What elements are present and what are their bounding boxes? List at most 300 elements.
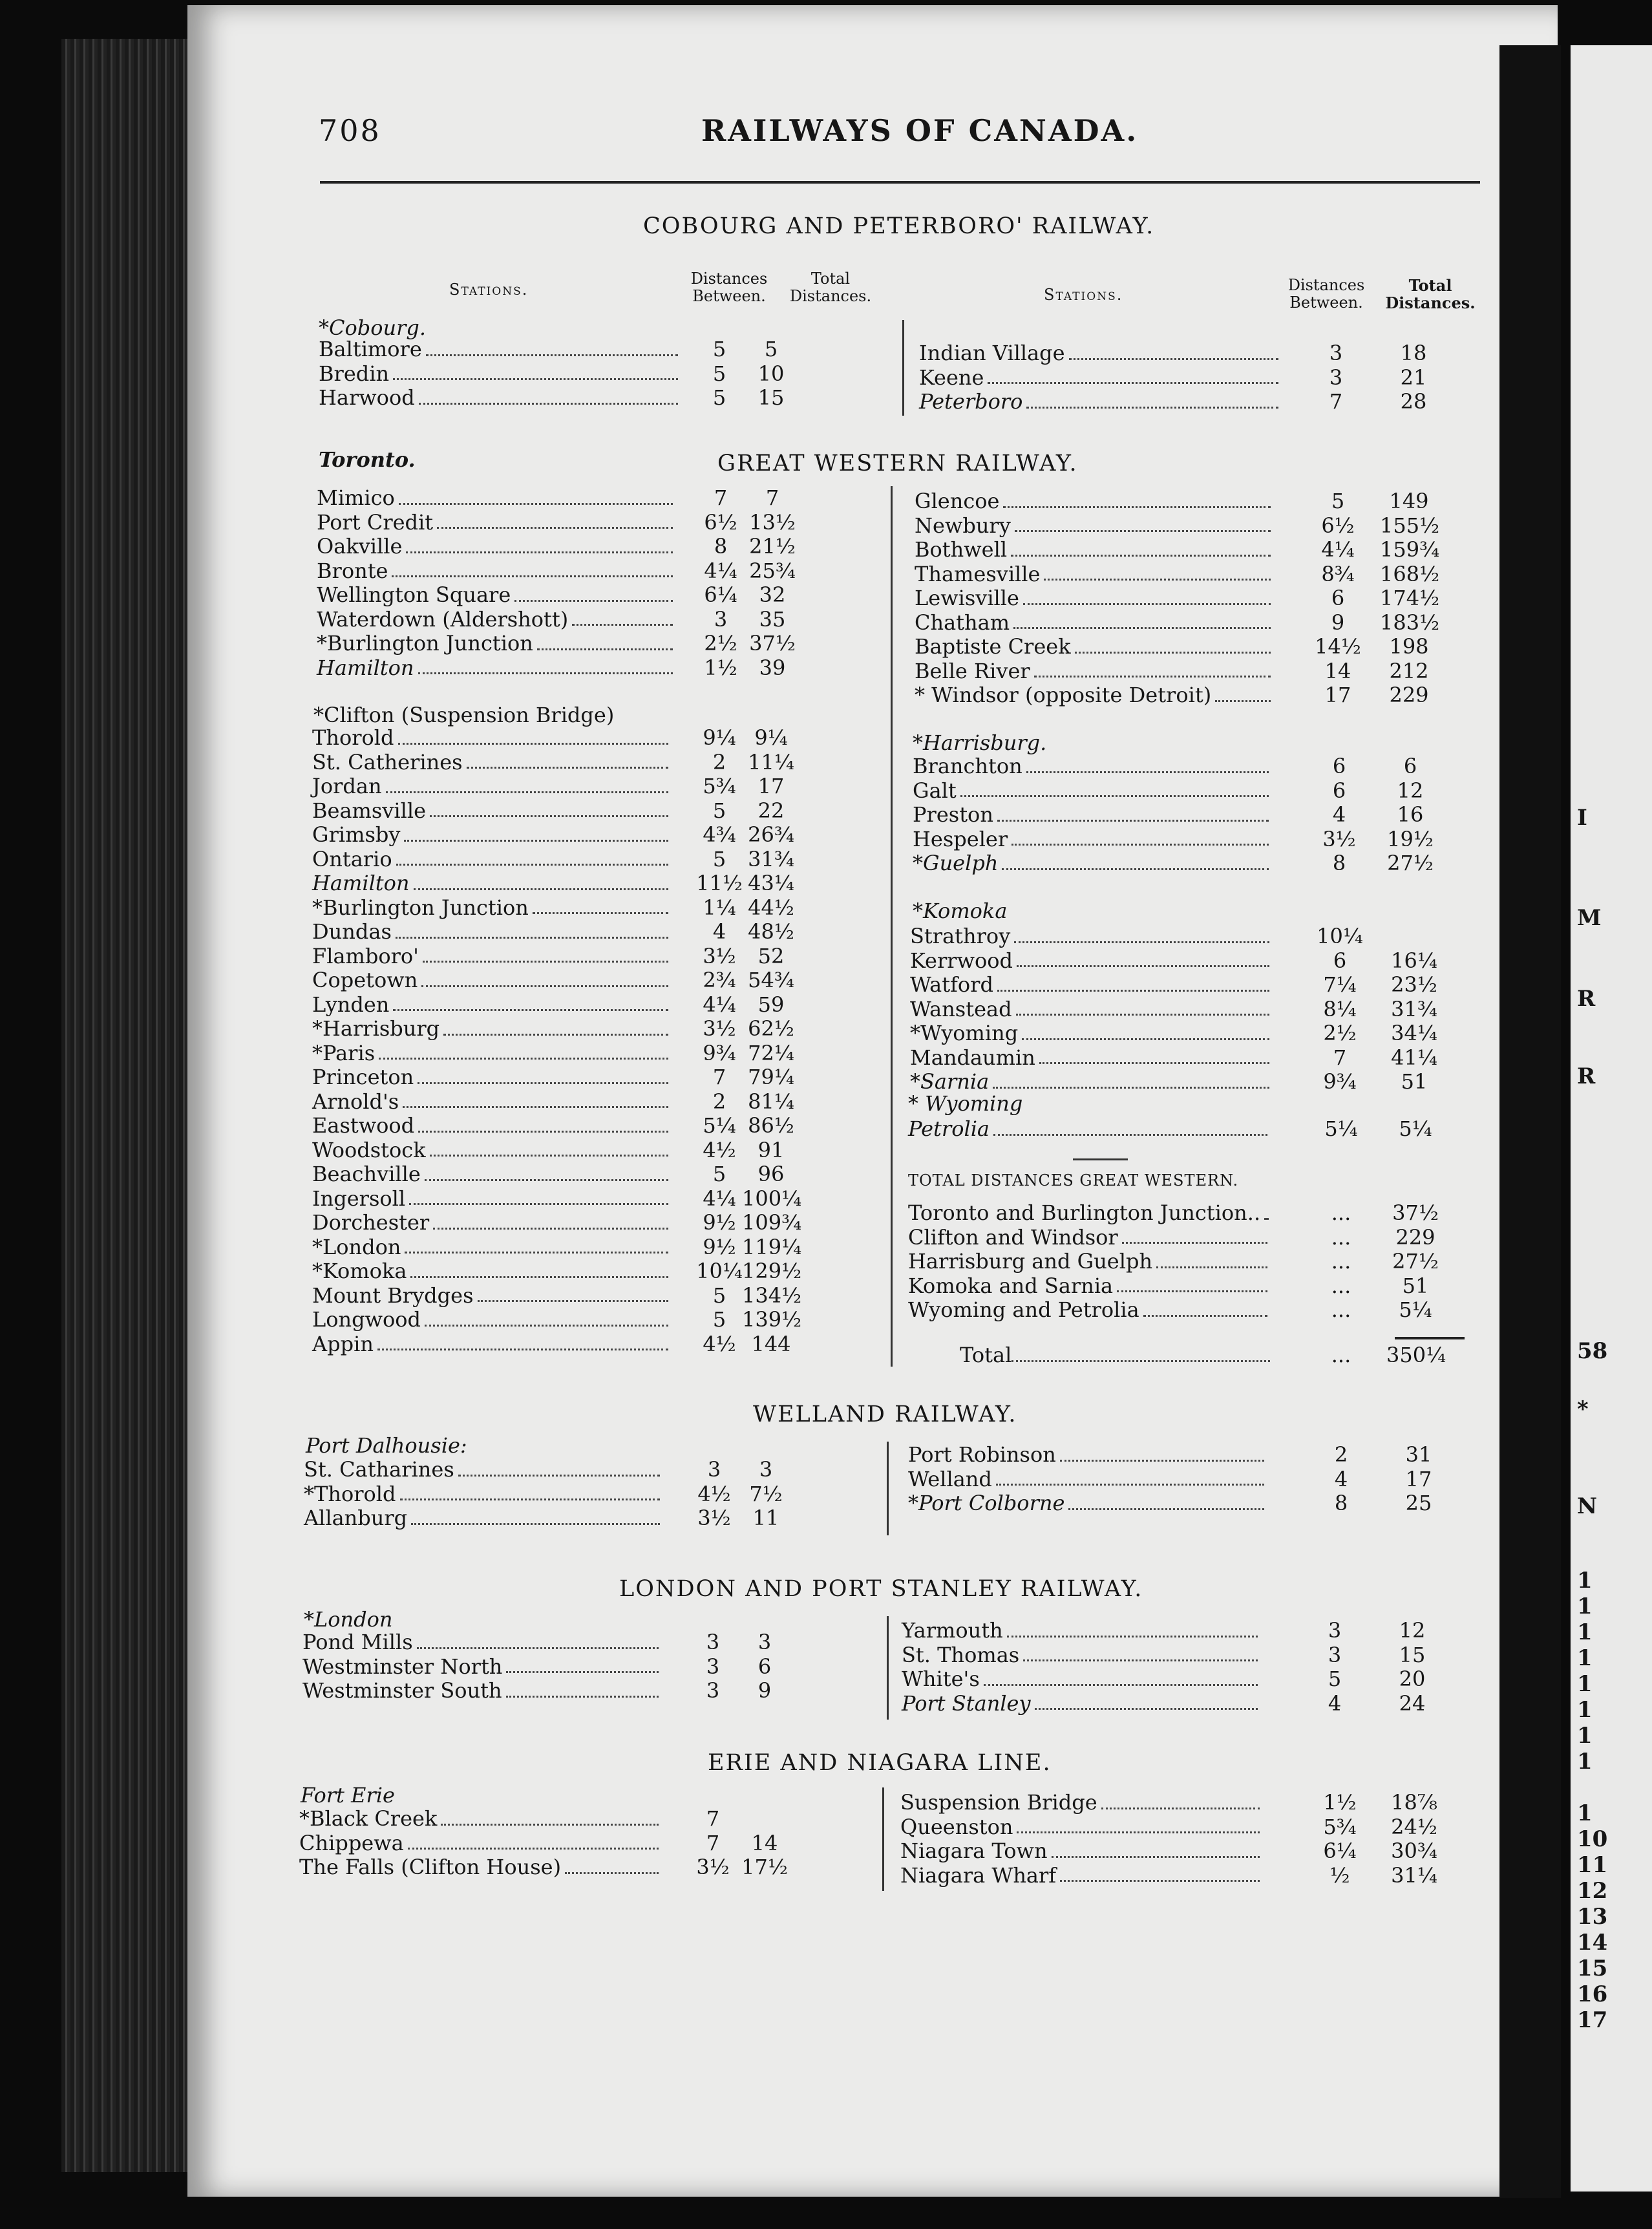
total-distance: 32 — [759, 582, 786, 607]
total-distance: 51 — [1401, 1069, 1428, 1094]
welland-right-table — [908, 1443, 1477, 1516]
distance-between: 3 — [1328, 1642, 1342, 1667]
station-name: Strathroy — [910, 924, 1011, 948]
next-page-fragment: 16 — [1577, 1981, 1608, 2007]
total-distance: 48½ — [748, 919, 794, 944]
station-name: St. Catherines — [312, 749, 463, 774]
distance-between: 6 — [1332, 778, 1346, 803]
total-distance: 31¾ — [748, 846, 794, 871]
table-row — [312, 1308, 894, 1332]
table-row — [910, 949, 1479, 974]
table-row — [312, 1259, 894, 1284]
total-distance: 25 — [1405, 1491, 1432, 1515]
distance-between: 3 — [714, 606, 728, 632]
next-page-fragment: 11 — [1577, 1852, 1608, 1878]
table-row — [317, 535, 898, 559]
distance-between: 4½ — [697, 1481, 731, 1506]
station-name: Lewisville — [915, 586, 1019, 610]
leader-dots — [408, 1848, 659, 1850]
total-distance: 25¾ — [749, 558, 796, 583]
leader-dots — [396, 937, 668, 939]
column-divider — [882, 1787, 884, 1891]
station-name: Mandaumin — [910, 1045, 1035, 1070]
distance-between: 5 — [712, 1307, 726, 1332]
table-row — [913, 754, 1481, 779]
total-distance: 37½ — [749, 631, 796, 656]
distance-between: 8 — [714, 534, 728, 559]
table-row — [900, 1864, 1469, 1888]
station-name: Clifton and Windsor — [908, 1224, 1118, 1250]
total-distance: 5 — [764, 337, 778, 361]
distance-between: 1½ — [704, 655, 737, 680]
distance-between: 8¾ — [1321, 561, 1355, 586]
station-name: Glencoe — [915, 489, 1000, 513]
leader-dots — [441, 1824, 659, 1826]
leader-dots — [418, 672, 673, 674]
distance-between: 9 — [1331, 610, 1345, 635]
leader-dots — [409, 1203, 668, 1205]
distance-between: ... — [1331, 1249, 1351, 1274]
leader-dots — [1060, 1880, 1260, 1882]
table-row — [304, 1482, 885, 1507]
gw-right-b-origin: *Harrisburg. — [913, 731, 1047, 755]
station-name: The Falls (Clifton House) — [299, 1855, 562, 1879]
station-name: Port Robinson — [908, 1442, 1056, 1467]
station-name: Bredin — [319, 361, 390, 386]
leader-dots — [403, 1106, 668, 1108]
station-name: Lynden — [312, 992, 390, 1017]
welland-origin: Port Dalhousie: — [306, 1433, 467, 1458]
table-row — [908, 1443, 1477, 1467]
next-page-fragment: R — [1577, 986, 1596, 1012]
cobourg-title: COBOURG AND PETERBORO' RAILWAY. — [643, 213, 1155, 239]
column-divider — [887, 1616, 889, 1720]
table-row — [908, 1298, 1477, 1323]
total-distance: 12 — [1397, 778, 1424, 803]
station-name: Pond Mills — [302, 1630, 413, 1654]
welland-left-table — [304, 1458, 885, 1531]
distance-between: 3 — [706, 1678, 720, 1703]
total-distance: 22 — [757, 798, 785, 823]
table-row — [902, 1619, 1470, 1643]
station-name: *Burlington Junction — [312, 895, 529, 920]
leader-dots — [1026, 407, 1278, 409]
station-name: Kerrwood — [910, 948, 1013, 973]
station-name: White's — [902, 1667, 980, 1691]
table-row — [312, 1041, 894, 1066]
gutter — [1499, 45, 1561, 2198]
leader-dots — [400, 1498, 661, 1500]
total-distance: 229 — [1389, 683, 1429, 707]
leader-dots — [1014, 941, 1269, 943]
leader-dots — [514, 600, 673, 602]
gw-right-table-d — [908, 1117, 1477, 1142]
table-row — [919, 390, 1488, 414]
table-row — [900, 1815, 1469, 1840]
table-row — [915, 489, 1483, 514]
table-row — [299, 1855, 881, 1880]
distance-between: 5 — [712, 1162, 726, 1186]
distance-between: ... — [1331, 1273, 1351, 1298]
head-rule — [320, 181, 1480, 184]
total-distance: 350¼ — [1386, 1343, 1446, 1367]
distance-between: 9½ — [703, 1234, 736, 1259]
distance-between: 6 — [1332, 754, 1346, 778]
station-name: Keene — [919, 365, 984, 390]
station-name: Newbury — [915, 513, 1011, 538]
station-name: Grimsby — [312, 822, 401, 847]
table-row — [312, 799, 894, 824]
total-distance: 168½ — [1380, 561, 1440, 586]
leader-dots — [1016, 1014, 1269, 1016]
distance-between: 6½ — [1321, 513, 1355, 538]
table-row — [910, 1070, 1479, 1094]
table-row — [319, 362, 900, 387]
col-head-total: Total Distances. — [789, 270, 872, 305]
distance-between: 6¼ — [704, 582, 737, 607]
station-name: *Guelph — [913, 851, 999, 875]
station-name: *Komoka — [312, 1259, 407, 1283]
next-page-fragment: M — [1577, 905, 1602, 931]
table-row — [317, 656, 898, 681]
station-name: Appin — [312, 1331, 374, 1356]
leader-dots — [1264, 1218, 1267, 1220]
distance-between: 7 — [714, 485, 728, 510]
distance-between: 7 — [706, 1806, 720, 1831]
total-distance: 59 — [757, 992, 785, 1017]
station-name: *Sarnia — [910, 1069, 990, 1094]
station-name: * Windsor (opposite Detroit) — [915, 683, 1212, 707]
leader-dots — [404, 840, 668, 842]
total-distance: 72¼ — [748, 1040, 794, 1065]
distance-between: 3 — [706, 1654, 720, 1679]
distance-between: 3½ — [697, 1506, 731, 1530]
distance-between: 1½ — [1323, 1790, 1357, 1815]
distance-between: 9¾ — [1323, 1069, 1357, 1094]
total-label: Total — [960, 1343, 1012, 1367]
total-distance: 18⅞ — [1391, 1790, 1437, 1815]
total-distance: 144 — [751, 1331, 791, 1356]
total-distance: 129½ — [742, 1259, 802, 1283]
leader-dots — [478, 1300, 669, 1302]
next-page-fragment: 1 — [1577, 1800, 1593, 1826]
leader-dots — [1007, 1636, 1258, 1637]
table-row — [312, 1065, 894, 1090]
leader-dots — [533, 912, 668, 914]
station-name: Ingersoll — [312, 1186, 406, 1211]
station-name: Komoka and Sarnia — [908, 1273, 1114, 1298]
station-name: Dundas — [312, 919, 392, 944]
leader-dots — [1101, 1808, 1260, 1809]
leader-dots — [425, 1179, 668, 1181]
leader-dots — [506, 1671, 659, 1673]
distance-between: 2½ — [704, 631, 737, 656]
leader-dots — [1017, 965, 1269, 967]
next-page-fragment: 15 — [1577, 1956, 1608, 1981]
leader-dots — [993, 1087, 1269, 1089]
leader-dots — [386, 791, 668, 793]
distance-between: 5 — [712, 337, 726, 361]
table-row — [312, 726, 894, 751]
distance-between: 5¼ — [703, 1113, 736, 1138]
total-distance: 51 — [1402, 1273, 1429, 1298]
leader-dots — [393, 378, 678, 380]
total-distance: 21½ — [749, 534, 796, 559]
station-name: Queenston — [900, 1814, 1013, 1839]
total-distance: 7 — [765, 485, 779, 510]
leader-dots — [506, 1696, 659, 1698]
table-row — [919, 366, 1488, 390]
station-name: Longwood — [312, 1307, 421, 1332]
london-title: LONDON AND PORT STANLEY RAILWAY. — [619, 1576, 1143, 1602]
table-row — [312, 751, 894, 775]
table-row — [312, 993, 894, 1018]
distance-between: 5¾ — [703, 774, 736, 798]
station-name: *Black Creek — [299, 1806, 438, 1831]
leader-dots — [1122, 1242, 1267, 1244]
distance-between: 2 — [712, 749, 726, 774]
leader-dots — [1075, 652, 1271, 654]
station-name: *Wyoming — [910, 1021, 1019, 1045]
next-page-fragment: I — [1577, 805, 1587, 831]
distance-between: 6¼ — [1323, 1839, 1357, 1863]
station-name: Galt — [913, 778, 957, 803]
table-row — [317, 486, 898, 511]
station-name: Thorold — [312, 725, 394, 750]
table-row — [910, 1021, 1479, 1046]
col-head-between: Distances Between. — [690, 270, 768, 305]
table-row — [919, 341, 1488, 366]
station-name: Harwood — [319, 385, 415, 410]
distance-between: 5 — [712, 798, 726, 823]
distance-between: ... — [1331, 1343, 1351, 1367]
distance-between: 4¼ — [1321, 537, 1355, 562]
station-name: *Burlington Junction — [317, 631, 533, 656]
distance-between: 3½ — [703, 1016, 736, 1041]
station-name: Ontario — [312, 846, 392, 871]
leader-dots — [1068, 1508, 1264, 1510]
next-page-fragment: 58 — [1577, 1338, 1608, 1364]
total-distance: 198 — [1389, 634, 1429, 659]
col-head-between-right: Distances Between. — [1287, 276, 1365, 312]
total-distance: 43¼ — [748, 871, 794, 895]
leader-dots — [417, 1647, 659, 1649]
table-row — [312, 1235, 894, 1260]
leader-dots — [960, 795, 1269, 797]
station-name: *Thorold — [304, 1481, 396, 1506]
leader-dots — [1052, 1856, 1260, 1858]
total-distance: 155½ — [1380, 513, 1440, 538]
welland-title: WELLAND RAILWAY. — [753, 1402, 1017, 1427]
table-row — [312, 1187, 894, 1211]
distance-between: 6 — [1331, 586, 1345, 610]
table-row — [312, 1211, 894, 1235]
station-name: Hamilton — [317, 655, 414, 680]
table-row — [913, 803, 1481, 827]
short-rule — [1073, 1158, 1128, 1160]
table-row — [908, 1117, 1477, 1142]
total-distance: 91 — [757, 1137, 785, 1162]
station-name: Branchton — [913, 754, 1022, 778]
total-distance: 23½ — [1391, 972, 1437, 997]
station-name: Jordan — [312, 774, 382, 798]
erie-title: ERIE AND NIAGARA LINE. — [708, 1750, 1052, 1776]
distance-between: 3½ — [696, 1855, 730, 1879]
total-distance: 16¼ — [1391, 948, 1437, 973]
table-row — [910, 973, 1479, 997]
gw-right-table-a — [915, 489, 1483, 708]
table-row — [312, 848, 894, 872]
london-origin: *London — [304, 1607, 393, 1632]
distance-between: 2½ — [1323, 1021, 1357, 1045]
next-page-fragment: 1 — [1577, 1619, 1593, 1645]
station-name: Copetown — [312, 968, 418, 992]
total-distance: 174½ — [1380, 586, 1440, 610]
distance-between: 3 — [1329, 365, 1343, 390]
next-page-fragment: 10 — [1577, 1826, 1608, 1852]
table-row — [317, 559, 898, 584]
table-row — [312, 1114, 894, 1138]
gw-totals-title: TOTAL DISTANCES GREAT WESTERN. — [908, 1171, 1239, 1189]
leader-dots — [377, 1349, 668, 1350]
leader-dots — [984, 1684, 1258, 1686]
gw-right-c-origin: *Komoka — [913, 899, 1008, 923]
station-name: Chatham — [915, 610, 1010, 635]
table-row — [312, 944, 894, 969]
leader-dots — [1002, 868, 1269, 870]
next-page-fragment: 1 — [1577, 1697, 1593, 1723]
col-head-total-right: Total Distances. — [1385, 276, 1476, 312]
leader-dots — [467, 767, 668, 769]
station-name: Westminster South — [302, 1678, 502, 1703]
total-distance: 52 — [757, 943, 785, 968]
leader-dots — [1011, 1360, 1270, 1362]
distance-between: ... — [1331, 1200, 1351, 1225]
next-page-fragment: 1 — [1577, 1568, 1593, 1594]
leader-dots — [997, 990, 1269, 992]
distance-between: 4¾ — [703, 822, 736, 847]
leader-dots — [1034, 676, 1271, 677]
table-row — [915, 683, 1483, 708]
station-name: Toronto and Burlington Junction.. — [908, 1200, 1261, 1225]
total-distance: 62½ — [748, 1016, 794, 1041]
distance-between: 10¼ — [1317, 924, 1363, 948]
total-distance: 3 — [759, 1457, 773, 1482]
table-row — [312, 1162, 894, 1187]
distance-between: 3½ — [703, 943, 736, 968]
table-row — [302, 1655, 884, 1680]
station-name: Allanburg — [304, 1506, 408, 1530]
table-row — [915, 586, 1483, 611]
table-row — [317, 608, 898, 632]
station-name: *Paris — [312, 1040, 376, 1065]
leader-dots — [392, 575, 673, 577]
gw-totals-table — [908, 1201, 1477, 1323]
next-page-fragment: 1 — [1577, 1594, 1593, 1619]
total-distance: 37½ — [1392, 1200, 1439, 1225]
total-distance: 27½ — [1392, 1249, 1439, 1274]
table-row — [910, 997, 1479, 1022]
next-page-fragment: 1 — [1577, 1749, 1593, 1775]
distance-between: 4 — [1332, 802, 1346, 827]
leader-dots — [1003, 506, 1271, 508]
distance-between: 7 — [712, 1065, 726, 1089]
station-name: Thamesville — [915, 561, 1041, 586]
distance-between: 4 — [712, 919, 726, 944]
gw-right-d-origin: * Wyoming — [908, 1091, 1023, 1116]
distance-between: 1¼ — [703, 895, 736, 920]
distance-between: 8 — [1332, 851, 1346, 875]
table-row — [902, 1667, 1470, 1692]
table-row — [312, 896, 894, 921]
station-name: Watford — [910, 972, 993, 997]
leader-dots — [1023, 603, 1271, 605]
leader-dots — [1060, 1460, 1264, 1462]
london-right-table — [902, 1619, 1470, 1716]
station-name: Petrolia — [908, 1116, 990, 1141]
station-name: Niagara Town — [900, 1839, 1048, 1863]
gw-left-table-a — [317, 486, 898, 680]
total-distance: 119¼ — [742, 1234, 802, 1259]
station-name: Beamsville — [312, 798, 427, 823]
station-name: Wanstead — [910, 996, 1012, 1021]
total-distance: 54¾ — [748, 968, 794, 992]
leader-dots — [379, 1058, 668, 1060]
total-distance: 134½ — [742, 1283, 802, 1308]
distance-between: 5 — [712, 1283, 726, 1308]
total-distance: 14 — [751, 1830, 778, 1855]
total-distance: 6 — [757, 1654, 772, 1679]
total-distance: 31¾ — [1391, 996, 1437, 1021]
distance-between: 4 — [1328, 1690, 1342, 1716]
station-name: Harrisburg and Guelph — [908, 1249, 1153, 1274]
total-distance: 9¼ — [754, 725, 788, 750]
london-left-table — [302, 1630, 884, 1703]
total-distance: 28 — [1400, 389, 1427, 414]
station-name: Oakville — [317, 534, 403, 559]
distance-between: 3 — [1329, 341, 1343, 365]
total-distance: 81¼ — [748, 1089, 794, 1114]
distance-between: 5 — [1328, 1667, 1342, 1691]
distance-between: 6 — [1333, 948, 1347, 973]
total-distance: 9 — [757, 1678, 772, 1703]
leader-dots — [1156, 1266, 1267, 1268]
table-row — [902, 1692, 1470, 1716]
next-page-fragment: 12 — [1577, 1878, 1608, 1904]
book-edge — [61, 39, 197, 2172]
leader-dots — [426, 354, 678, 356]
distance-between: 7 — [1333, 1045, 1347, 1070]
table-row — [913, 779, 1481, 804]
table-row — [915, 562, 1483, 587]
gw-left-table-b — [312, 726, 894, 1356]
column-divider — [902, 320, 904, 416]
distance-between: 8 — [1334, 1491, 1348, 1515]
gw-origin: Toronto. — [319, 447, 416, 472]
total-distance: 39 — [759, 655, 786, 680]
column-divider — [891, 486, 893, 1367]
station-name: Arnold's — [312, 1089, 399, 1114]
leader-dots — [398, 743, 669, 745]
total-distance: 30¾ — [1391, 1839, 1437, 1863]
leader-dots — [411, 1523, 660, 1525]
leader-dots — [1011, 555, 1271, 557]
total-distance: 16 — [1397, 802, 1424, 827]
leader-dots — [1215, 700, 1271, 702]
table-row — [908, 1250, 1477, 1274]
distance-between: 5¾ — [1323, 1814, 1357, 1839]
leader-dots — [1015, 530, 1271, 532]
